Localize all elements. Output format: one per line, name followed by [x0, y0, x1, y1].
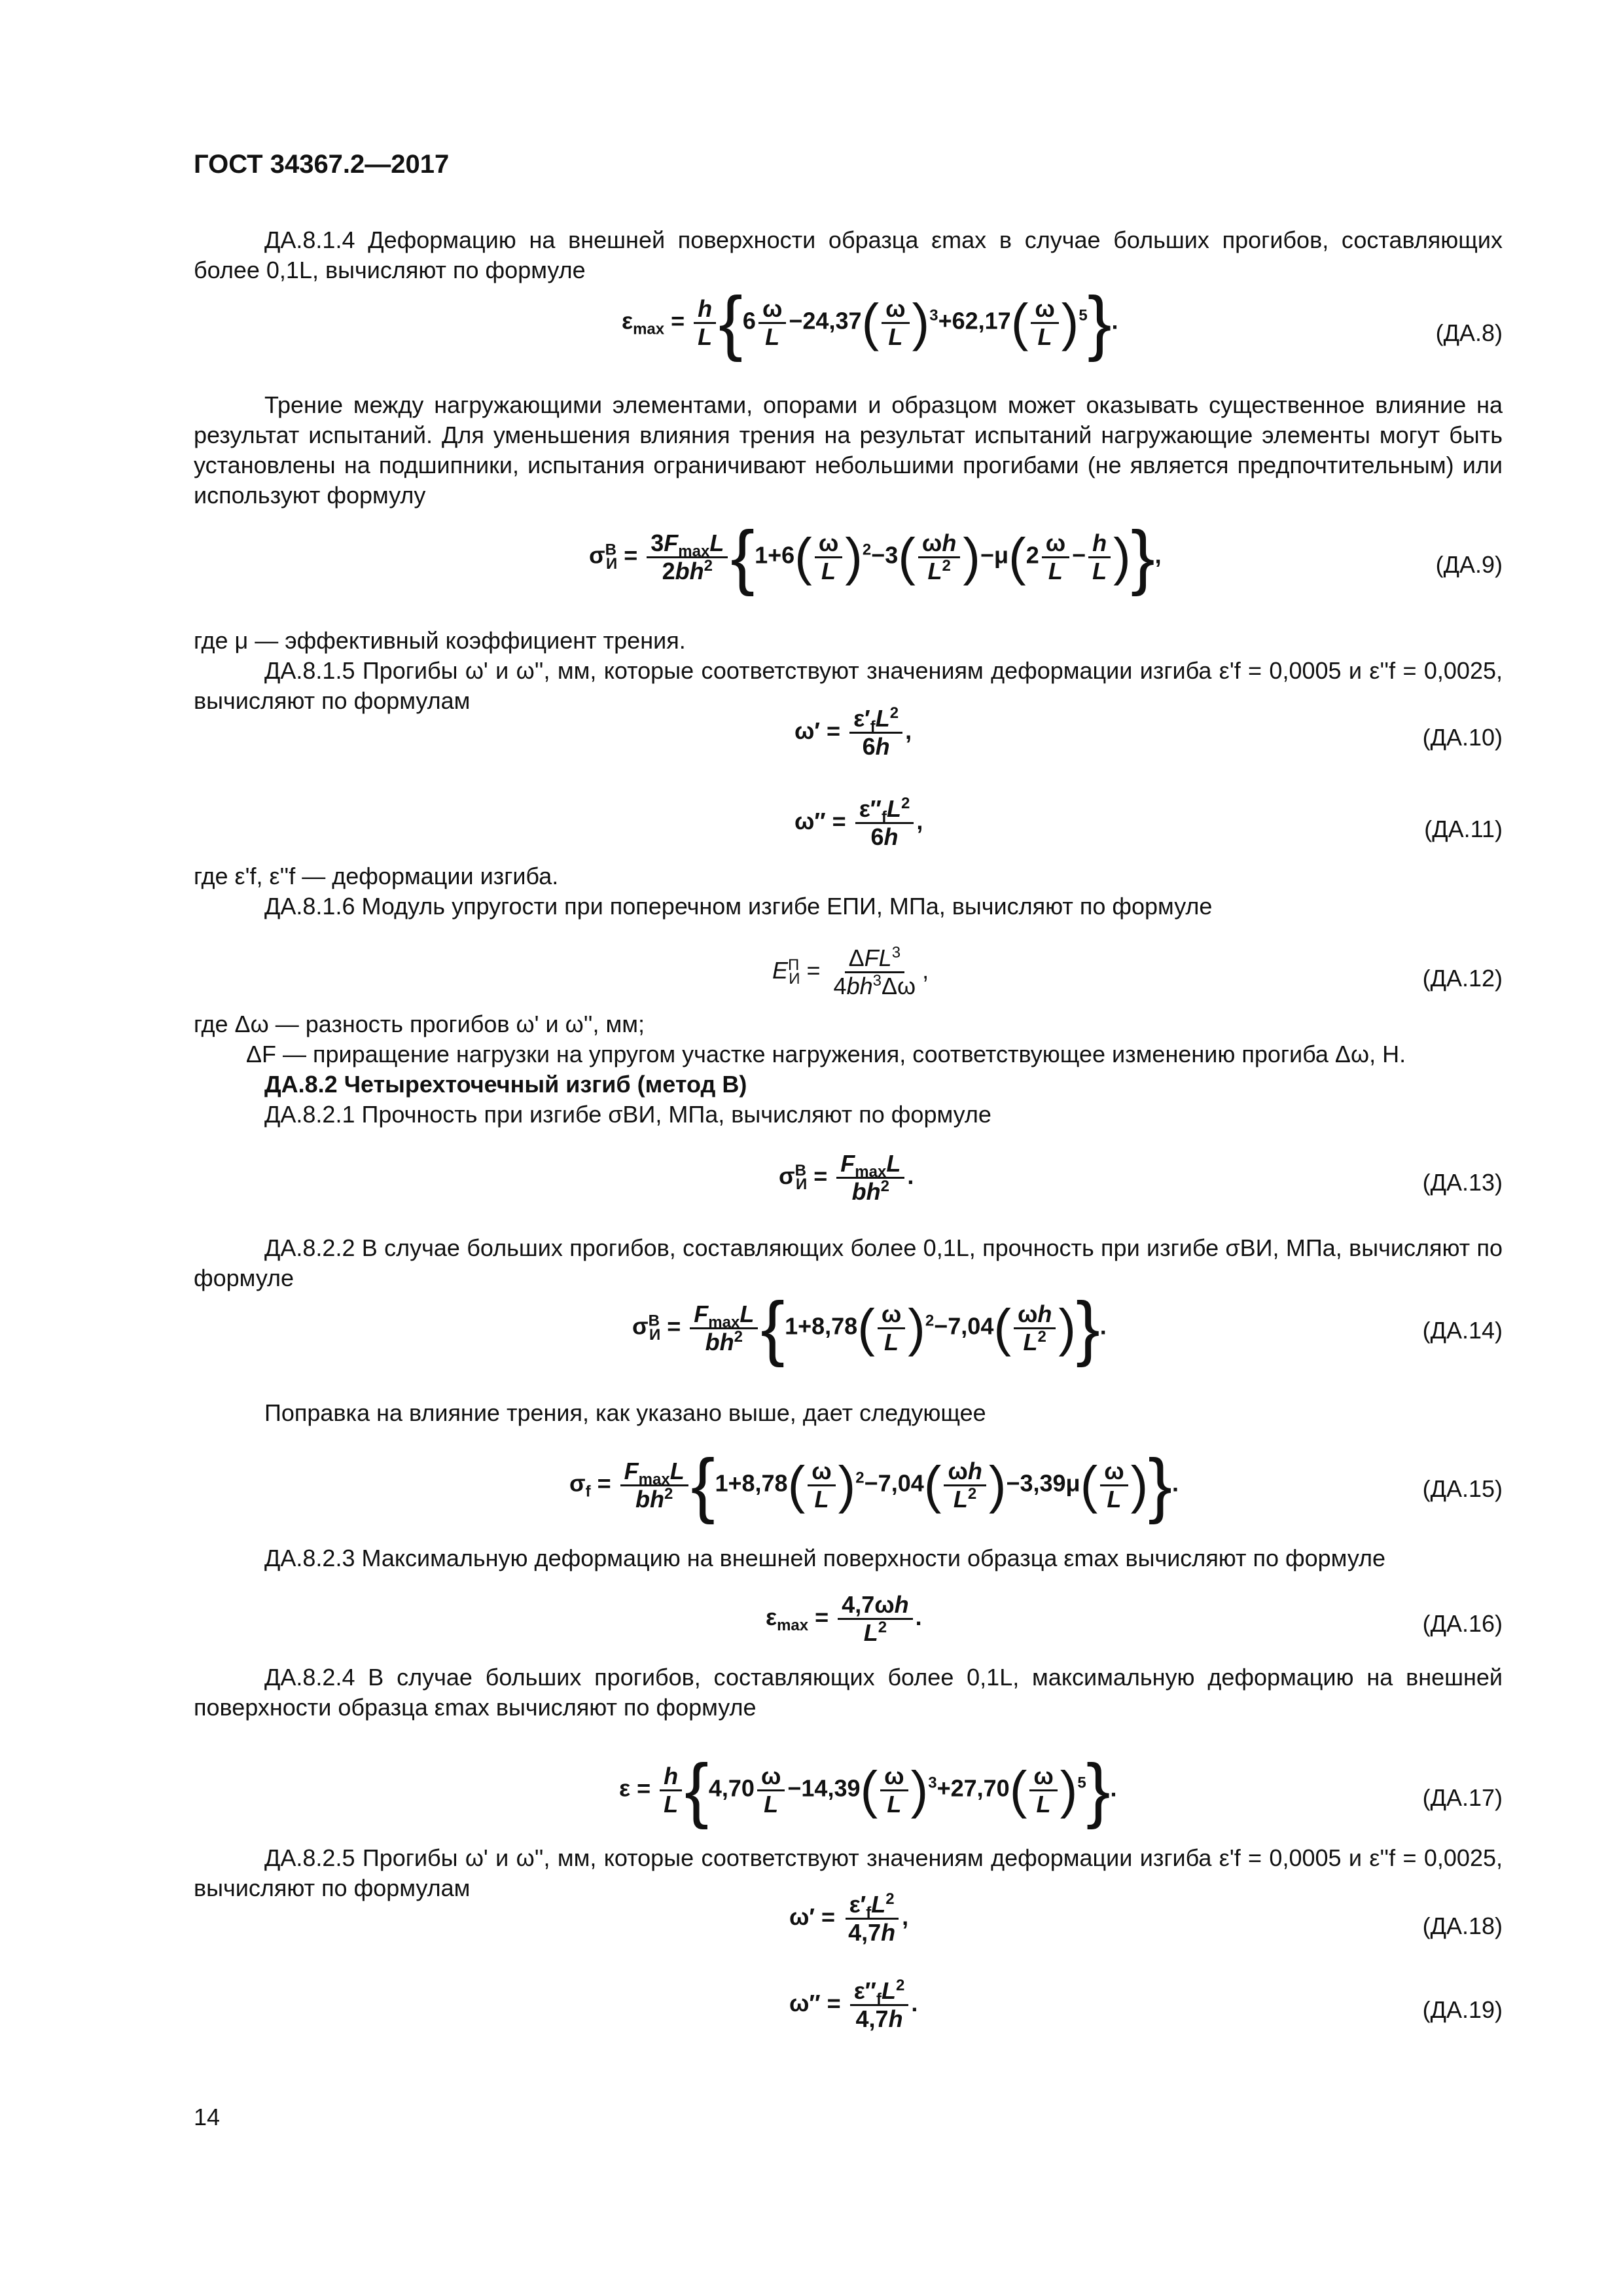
formula-da-16: $\varepsilon_{max}$ = $\frac{4,7\omega h}{L^2}$ .	[766, 1591, 922, 1646]
formula-da-11: ω″ = $\frac{\varepsilon''_fL^2}{6h}$ ,	[794, 795, 923, 850]
paragraph-da-8-1-5: ДА.8.1.5 Прогибы ω' и ω'', мм, которые соответствуют значениям деформации изгиба ε'f = 0,0005 и ε''f = 0,0025, вычисляют по формулам	[194, 657, 1503, 714]
formula-da-19: ω″ = $\frac{\varepsilon''_fL^2}{4,7h}$ .	[789, 1977, 918, 2032]
formula-da-18: ω′ = $\frac{\varepsilon'_fL^2}{4,7h}$ ,	[789, 1890, 909, 1946]
paragraph-da-8-2-3: ДА.8.2.3 Максимальную деформацию на внешней поверхности образца εmax вычисляют по формуле	[264, 1545, 1386, 1571]
formula-da-15: $\sigma_f$ = $\frac{F_{max}L}{bh^2}$ {1+8,78( $\frac{\omega}{L}$ )$^2$−7,04( $\frac{\omega h}{L^2}$ )−3,39μ( $\frac{\omega}{L}$ )}.	[569, 1444, 1179, 1525]
equation-number-da-12: (ДА.12)	[1422, 965, 1503, 992]
paragraph-da-8-1-6: ДА.8.1.6 Модуль упругости при поперечном изгибе EПИ, МПа, вычисляют по формуле	[264, 893, 1213, 920]
equation-number-da-17: (ДА.17)	[1422, 1784, 1503, 1811]
formula-da-9: $\sigma^В_И$ = $\frac{3F_{max}L}{2bh^2}$ {1+6( $\frac{\omega}{L}$ )$^2$−3( $\frac{\omega h}{L^2}$ )−μ(2 $\frac{\omega}{L}$ − $\frac{h}{L}$ )},	[589, 516, 1162, 597]
paragraph-friction-correction: Поправка на влияние трения, как указано выше, дает следующее	[264, 1399, 986, 1426]
paragraph-mu-definition: где μ — эффективный коэффициент трения.	[194, 627, 686, 654]
equation-number-da-13: (ДА.13)	[1422, 1169, 1503, 1196]
equation-number-da-11: (ДА.11)	[1424, 816, 1503, 842]
equation-number-da-19: (ДА.19)	[1422, 1996, 1503, 2023]
equation-number-da-8: (ДА.8)	[1435, 319, 1503, 346]
formula-da-14: $\sigma^В_И$ = $\frac{F_{max}L}{bh^2}$ {1+8,78( $\frac{\omega}{L}$ )$^2$−7,04( $\frac{\omega h}{L^2}$ )}.	[632, 1287, 1107, 1368]
formula-da-17: ε = $\frac{h}{L}$ {4,70 $\frac{\omega}{L}$ −14,39( $\frac{\omega}{L}$ )$^3$+27,70( $\frac{\omega}{L}$ )$^5$}.	[619, 1749, 1117, 1830]
formula-da-13: $\sigma^В_И$ = $\frac{F_{max}L}{bh^2}$ .	[779, 1150, 914, 1205]
paragraph-friction: Трение между нагружающими элементами, опорами и образцом может оказывать существенное влияние на результат испытаний. Для уменьшения влияния трения на результат испытаний нагружающие элементы могут быть установлены на подшипники, испытания ограничивают небольшими прогибами (не является предпочтительным) или используют формулу	[194, 391, 1503, 509]
paragraph-da-8-2-2: ДА.8.2.2 В случае больших прогибов, составляющих более 0,1L, прочность при изгибе σВИ, МПа, вычисляют по формуле	[194, 1234, 1503, 1291]
equation-number-da-16: (ДА.16)	[1422, 1610, 1503, 1637]
page-number: 14	[194, 2104, 221, 2130]
formula-da-10: ω′ = $\frac{\varepsilon'_fL^2}{6h}$ ,	[794, 704, 912, 760]
equation-number-da-10: (ДА.10)	[1422, 724, 1503, 751]
formula-da-8: $\varepsilon_{max}$ = $\frac{h}{L}$ {6 $\frac{\omega}{L}$ −24,37( $\frac{\omega}{L}$ )$^3$+62,17( $\frac{\omega}{L}$ )$^5$}.	[622, 282, 1118, 363]
paragraph-strain-definition: где ε'f, ε''f — деформации изгиба.	[194, 863, 559, 889]
formula-da-12: $E^П_И$ = $\frac{\Delta FL^3}{4bh^3\Delta\omega}$ ,	[772, 944, 929, 999]
equation-number-da-15: (ДА.15)	[1422, 1475, 1503, 1502]
equation-number-da-9: (ДА.9)	[1435, 551, 1503, 578]
equation-number-da-18: (ДА.18)	[1422, 1912, 1503, 1939]
section-heading-da-8-2: ДА.8.2 Четырехточечный изгиб (метод В)	[264, 1071, 747, 1098]
document-header: ГОСТ 34367.2—2017	[194, 150, 450, 179]
paragraph-da-8-2-1: ДА.8.2.1 Прочность при изгибе σВИ, МПа, вычисляют по формуле	[264, 1101, 991, 1128]
paragraph-delta-f: ΔF — приращение нагрузки на упругом участке нагружения, соответствующее изменению прогиба Δω, Н.	[246, 1041, 1406, 1067]
paragraph-delta-omega: где Δω — разность прогибов ω' и ω'', мм;	[194, 1011, 645, 1037]
paragraph-da-8-2-5: ДА.8.2.5 Прогибы ω' и ω'', мм, которые соответствуют значениям деформации изгиба ε'f = 0,0005 и ε''f = 0,0025, вычисляют по формулам	[194, 1844, 1503, 1901]
paragraph-da-8-2-4: ДА.8.2.4 В случае больших прогибов, составляющих более 0,1L, максимальную деформацию на внешней поверхности образца εmax вычисляют по формуле	[194, 1664, 1503, 1721]
paragraph-da-8-1-4: ДА.8.1.4 Деформацию на внешней поверхности образца εmax в случае больших прогибов, составляющих более 0,1L, вычисляют по формуле	[194, 226, 1503, 283]
equation-number-da-14: (ДА.14)	[1422, 1317, 1503, 1344]
